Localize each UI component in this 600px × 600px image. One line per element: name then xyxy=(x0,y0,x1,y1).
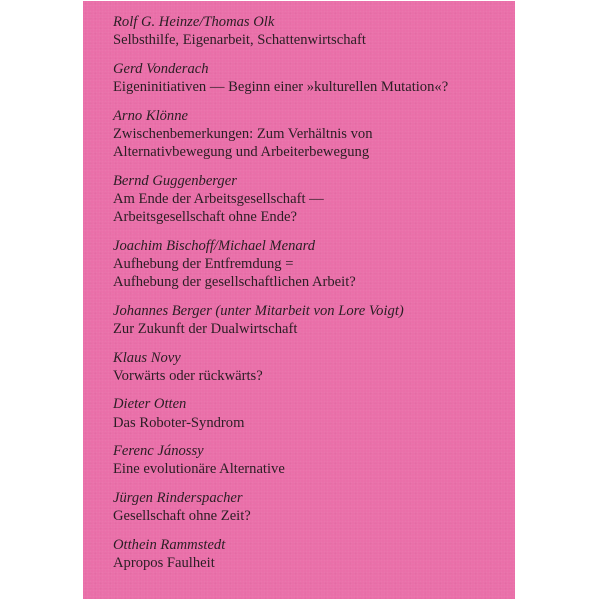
entry-title: Am Ende der Arbeitsgesellschaft — xyxy=(113,190,324,207)
list-item xyxy=(113,349,508,386)
list-item xyxy=(113,395,508,432)
entry-title: Zwischenbemerkungen: Zum Verhältnis von xyxy=(113,125,373,142)
entry-author: Gerd Vonderach xyxy=(113,60,209,77)
entry-author: Otthein Rammstedt xyxy=(113,536,226,553)
entry-title: Eine evolutionäre Alternative xyxy=(113,461,285,478)
list-item xyxy=(113,442,508,479)
list-item xyxy=(113,107,508,162)
list-item xyxy=(113,536,508,573)
entry-title-continued: Aufhebung der gesellschaftlichen Arbeit? xyxy=(113,274,356,291)
entry-title: Vorwärts oder rückwärts? xyxy=(113,367,263,384)
entry-author: Dieter Otten xyxy=(113,396,187,413)
entry-author: Klaus Novy xyxy=(113,349,181,366)
entry-title: Das Roboter-Syndrom xyxy=(113,414,245,431)
entry-author: Ferenc Jánossy xyxy=(113,443,204,460)
entry-title: Zur Zukunft der Dualwirtschaft xyxy=(113,321,298,338)
entry-title-continued: Arbeitsgesellschaft ohne Ende? xyxy=(113,209,297,226)
entry-author: Johannes Berger (unter Mitarbeit von Lore Voigt) xyxy=(113,302,404,319)
entry-title: Apropos Faulheit xyxy=(113,555,215,571)
entry-author: Jürgen Rinderspacher xyxy=(113,489,243,506)
entry-author: Joachim Bischoff/Michael Menard xyxy=(113,237,316,254)
entry-author: Arno Klönne xyxy=(113,107,188,124)
entry-title-continued: Alternativbewegung und Arbeiterbewegung xyxy=(113,144,370,161)
list-item xyxy=(113,489,508,526)
list-item xyxy=(113,237,508,292)
entry-title: Gesellschaft ohne Zeit? xyxy=(113,508,251,525)
list-item xyxy=(113,302,508,339)
contents-list xyxy=(113,13,508,582)
book-back-cover xyxy=(83,1,515,599)
entry-author: Bernd Guggenberger xyxy=(113,172,237,189)
list-item xyxy=(113,60,508,97)
entry-title: Eigeninitiativen — Beginn einer »kulturellen Mutation«? xyxy=(113,79,449,96)
entry-author: Rolf G. Heinze/Thomas Olk xyxy=(113,14,275,30)
list-item xyxy=(113,172,508,227)
list-item xyxy=(113,13,508,50)
entry-title: Aufhebung der Entfremdung = xyxy=(113,256,294,273)
entry-title: Selbsthilfe, Eigenarbeit, Schattenwirtschaft xyxy=(113,32,366,49)
